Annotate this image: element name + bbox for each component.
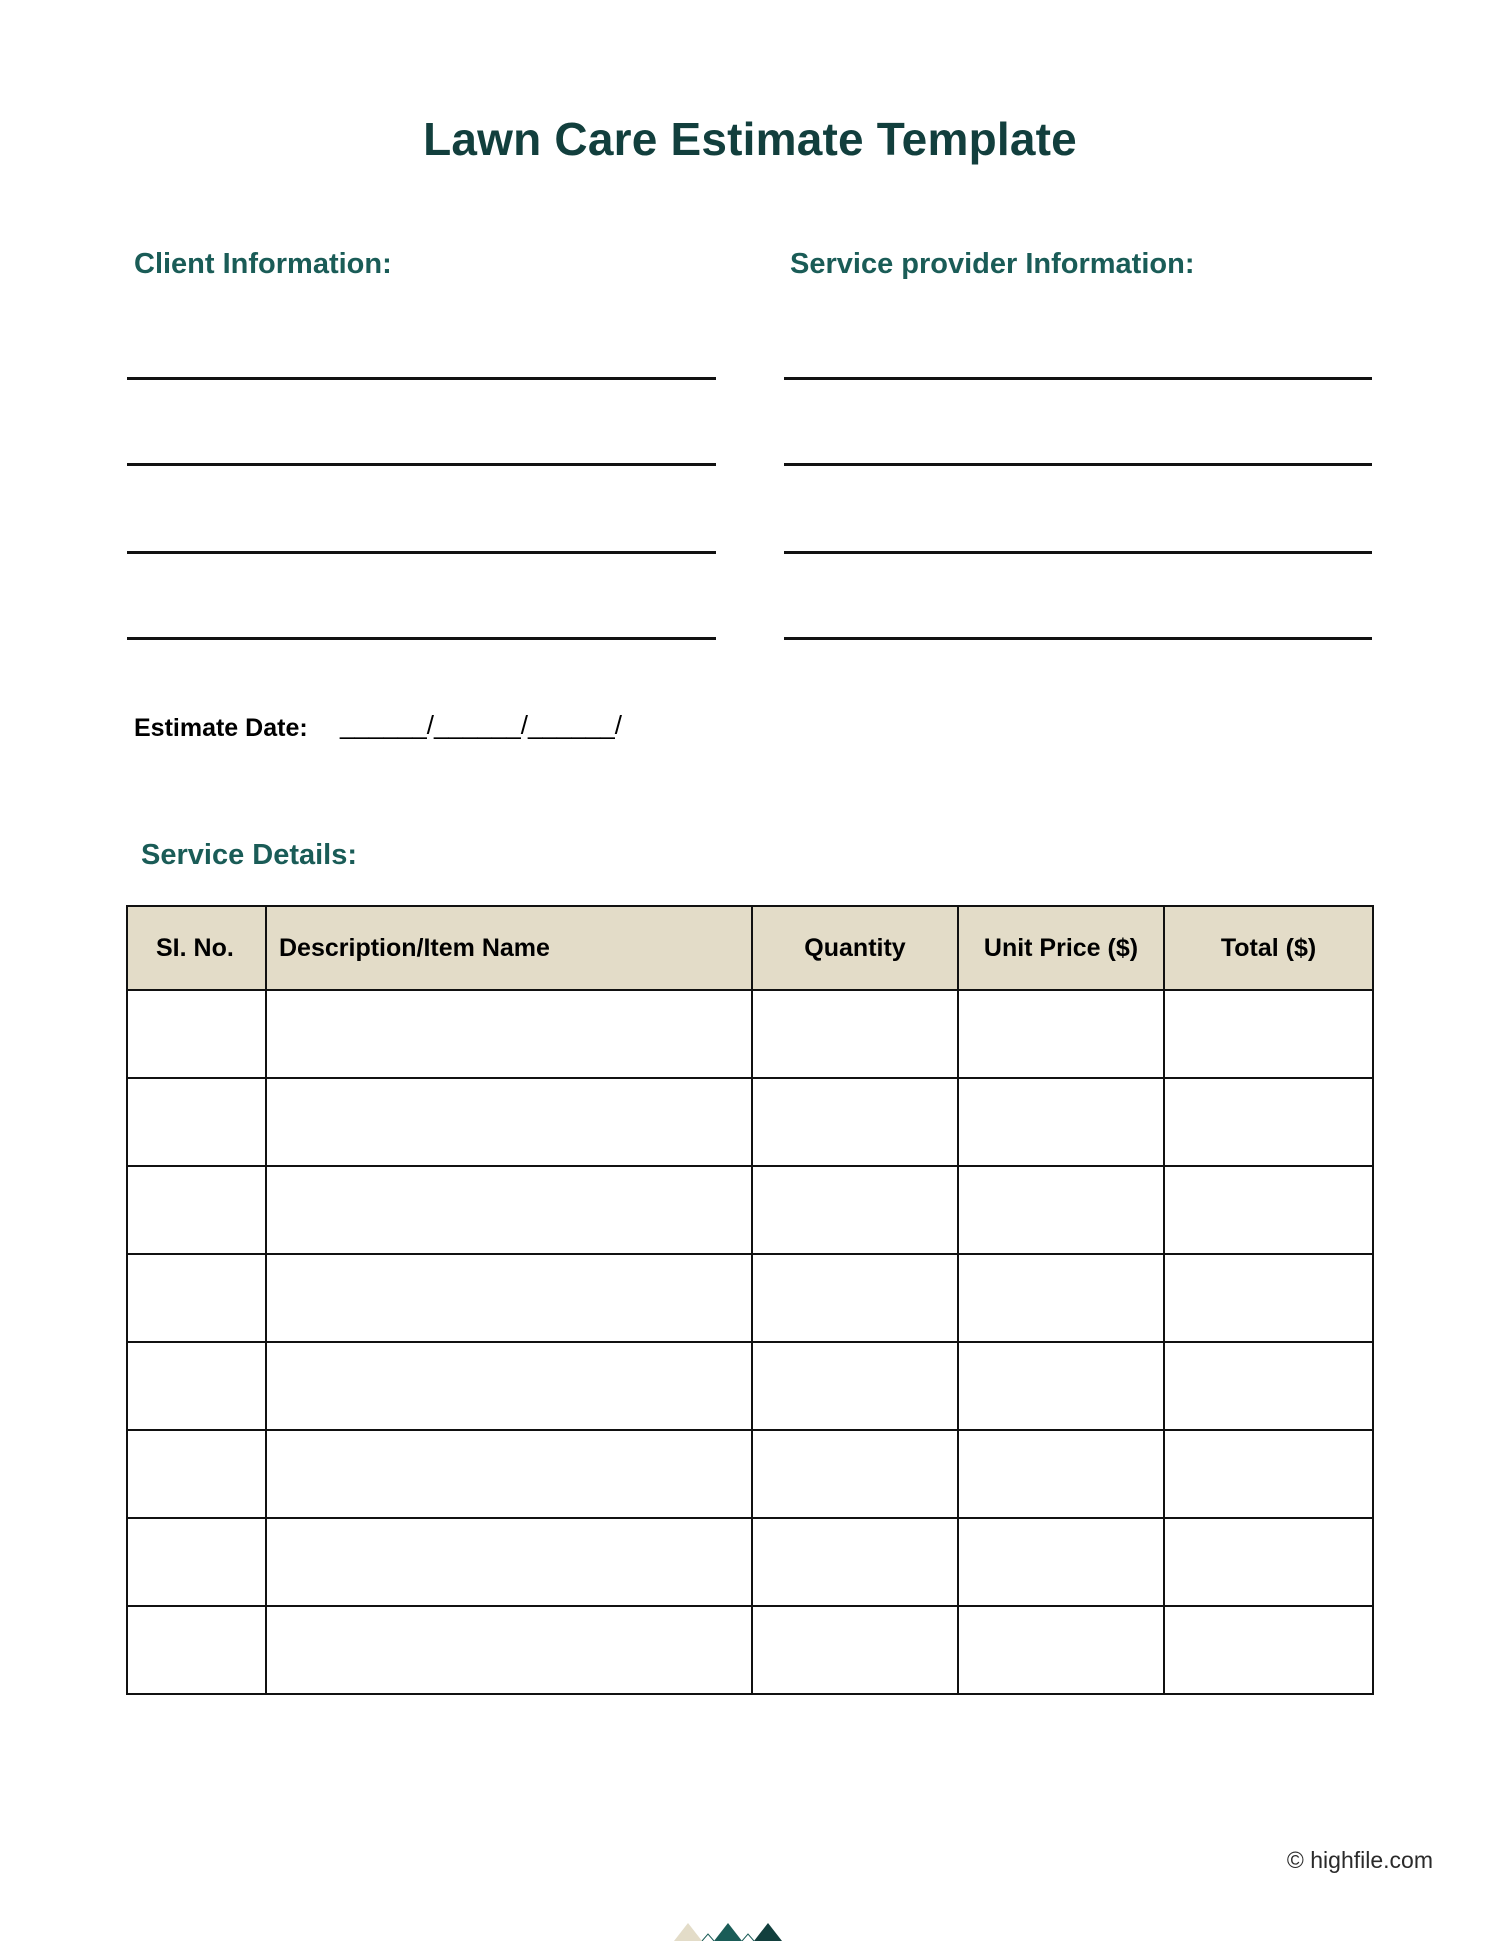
copyright-text: © highfile.com bbox=[1286, 1847, 1433, 1873]
client-info-heading: Client Information: bbox=[134, 248, 392, 280]
client-info-line[interactable] bbox=[127, 377, 716, 380]
cell-description[interactable] bbox=[266, 1518, 752, 1606]
cell-quantity[interactable] bbox=[752, 990, 958, 1078]
cell-description[interactable] bbox=[266, 1254, 752, 1342]
cell-sl-no[interactable] bbox=[127, 1166, 266, 1254]
cell-quantity[interactable] bbox=[752, 1342, 958, 1430]
table-row bbox=[127, 1342, 1373, 1430]
table-row bbox=[127, 1518, 1373, 1606]
cell-quantity[interactable] bbox=[752, 1518, 958, 1606]
estimate-date-label: Estimate Date: bbox=[134, 714, 308, 742]
estimate-date-field[interactable]: ______/______/______/ bbox=[340, 710, 622, 740]
table-header-row bbox=[127, 906, 1373, 990]
cell-description[interactable] bbox=[266, 1078, 752, 1166]
cell-unit-price[interactable] bbox=[958, 990, 1164, 1078]
service-details-heading: Service Details: bbox=[141, 839, 358, 871]
cell-total[interactable] bbox=[1164, 1342, 1373, 1430]
cell-unit-price[interactable] bbox=[958, 1430, 1164, 1518]
column-header-total: Total ($) bbox=[1164, 906, 1373, 990]
column-header-description: Description/Item Name bbox=[266, 906, 752, 990]
table-row bbox=[127, 1430, 1373, 1518]
logo-peak-teal bbox=[714, 1923, 742, 1941]
table-row bbox=[127, 1606, 1373, 1694]
client-info-line[interactable] bbox=[127, 551, 716, 554]
page-title: Lawn Care Estimate Template bbox=[423, 113, 1077, 165]
cell-sl-no[interactable] bbox=[127, 990, 266, 1078]
cell-unit-price[interactable] bbox=[958, 1606, 1164, 1694]
column-header-unit-price: Unit Price ($) bbox=[958, 906, 1164, 990]
mountain-peaks-icon bbox=[670, 1915, 790, 1941]
cell-sl-no[interactable] bbox=[127, 1518, 266, 1606]
cell-description[interactable] bbox=[266, 1342, 752, 1430]
cell-quantity[interactable] bbox=[752, 1078, 958, 1166]
cell-quantity[interactable] bbox=[752, 1430, 958, 1518]
table-row bbox=[127, 1254, 1373, 1342]
cell-quantity[interactable] bbox=[752, 1166, 958, 1254]
logo-small-peak bbox=[702, 1934, 714, 1941]
provider-info-line[interactable] bbox=[784, 377, 1372, 380]
cell-unit-price[interactable] bbox=[958, 1078, 1164, 1166]
cell-description[interactable] bbox=[266, 1606, 752, 1694]
cell-description[interactable] bbox=[266, 1430, 752, 1518]
cell-total[interactable] bbox=[1164, 1430, 1373, 1518]
provider-info-heading: Service provider Information: bbox=[790, 248, 1195, 280]
cell-sl-no[interactable] bbox=[127, 1430, 266, 1518]
cell-total[interactable] bbox=[1164, 1606, 1373, 1694]
cell-total[interactable] bbox=[1164, 990, 1373, 1078]
table-row bbox=[127, 1078, 1373, 1166]
cell-quantity[interactable] bbox=[752, 1606, 958, 1694]
cell-total[interactable] bbox=[1164, 1166, 1373, 1254]
cell-total[interactable] bbox=[1164, 1518, 1373, 1606]
cell-quantity[interactable] bbox=[752, 1254, 958, 1342]
cell-total[interactable] bbox=[1164, 1078, 1373, 1166]
cell-unit-price[interactable] bbox=[958, 1254, 1164, 1342]
cell-sl-no[interactable] bbox=[127, 1606, 266, 1694]
table-row bbox=[127, 990, 1373, 1078]
cell-sl-no[interactable] bbox=[127, 1078, 266, 1166]
cell-sl-no[interactable] bbox=[127, 1254, 266, 1342]
cell-description[interactable] bbox=[266, 1166, 752, 1254]
cell-unit-price[interactable] bbox=[958, 1342, 1164, 1430]
column-header-sl-no: SI. No. bbox=[127, 906, 266, 990]
provider-info-line[interactable] bbox=[784, 551, 1372, 554]
cell-total[interactable] bbox=[1164, 1254, 1373, 1342]
provider-info-line[interactable] bbox=[784, 637, 1372, 640]
cell-unit-price[interactable] bbox=[958, 1166, 1164, 1254]
cell-unit-price[interactable] bbox=[958, 1518, 1164, 1606]
client-info-line[interactable] bbox=[127, 637, 716, 640]
column-header-quantity: Quantity bbox=[752, 906, 958, 990]
client-info-line[interactable] bbox=[127, 463, 716, 466]
provider-info-line[interactable] bbox=[784, 463, 1372, 466]
logo-small-peak bbox=[742, 1934, 754, 1941]
table-row bbox=[127, 1166, 1373, 1254]
logo-peak-dark bbox=[754, 1923, 782, 1941]
service-details-table bbox=[126, 905, 1374, 1695]
cell-sl-no[interactable] bbox=[127, 1342, 266, 1430]
logo-peak-beige bbox=[674, 1923, 702, 1941]
cell-description[interactable] bbox=[266, 990, 752, 1078]
